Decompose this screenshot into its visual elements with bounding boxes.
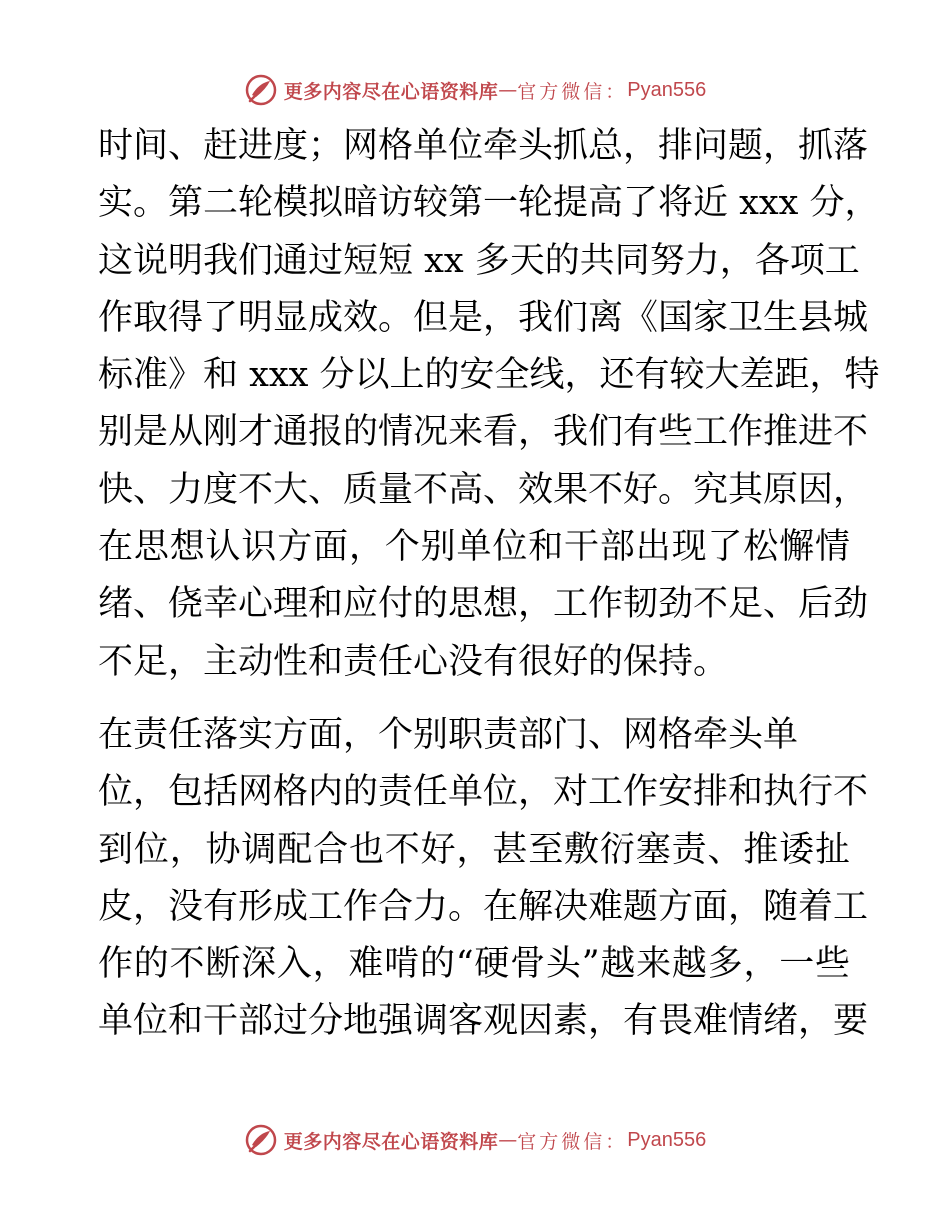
text-line: 不足，主动性和责任心没有很好的保持。 [98, 641, 729, 682]
paragraph-2 [98, 707, 869, 1051]
header-banner [0, 70, 950, 110]
text-line: 时间、赶进度；网格单位牵头抓总，排问题，抓落 [98, 126, 869, 166]
banner-wechat-id: Pyan556 [627, 78, 707, 101]
text-line: 位，包括网格内的责任单位，对工作安排和执行不 [98, 772, 869, 813]
text-line: 快、力度不大、质量不高、效果不好。究其原因， [98, 469, 869, 510]
banner-official-label: 官方微信： [517, 80, 628, 103]
text-line: 实。第二轮模拟暗访较第一轮提高了将近 xxx 分， [98, 183, 880, 224]
text-line: 单位和干部过分地强调客观因素，有畏难情绪，要 [98, 1001, 869, 1042]
banner-official-label: 官方微信： [517, 1130, 628, 1153]
document-body [98, 118, 880, 1051]
text-line: 作取得了明显成效。但是，我们离《国家卫生县城 [98, 297, 869, 338]
pen-logo-icon [244, 73, 278, 107]
text-line: 标准》和 xxx 分以上的安全线，还有较大差距，特 [98, 355, 880, 396]
paragraph-spacer [98, 691, 850, 707]
text-line: 作的不断深入，难啃的“硬骨头”越来越多，一些 [98, 944, 850, 985]
text-line: 皮，没有形成工作合力。在解决难题方面，随着工 [98, 886, 869, 927]
text-line: 在责任落实方面，个别职责部门、网格牵头单 [98, 714, 799, 755]
banner-brand-text: 更多内容尽在心语资料库 [283, 80, 499, 103]
banner-separator: — [498, 79, 518, 101]
pen-logo-icon [244, 1123, 278, 1157]
text-line: 别是从刚才通报的情况来看，我们有些工作推进不 [98, 412, 869, 453]
footer-banner [0, 1120, 950, 1160]
text-line: 在思想认识方面，个别单位和干部出现了松懈情 [98, 527, 850, 568]
text-line: 绪、侥幸心理和应付的思想，工作韧劲不足、后劲 [98, 584, 869, 625]
text-line: 到位，协调配合也不好，甚至敷衍塞责、推诿扯 [98, 829, 850, 870]
banner-separator: — [498, 1129, 518, 1151]
paragraph-1 [98, 118, 880, 691]
text-line: 这说明我们通过短短 xx 多天的共同努力，各项工 [98, 240, 860, 281]
banner-wechat-id: Pyan556 [627, 1128, 707, 1151]
banner-brand-text: 更多内容尽在心语资料库 [283, 1130, 499, 1153]
